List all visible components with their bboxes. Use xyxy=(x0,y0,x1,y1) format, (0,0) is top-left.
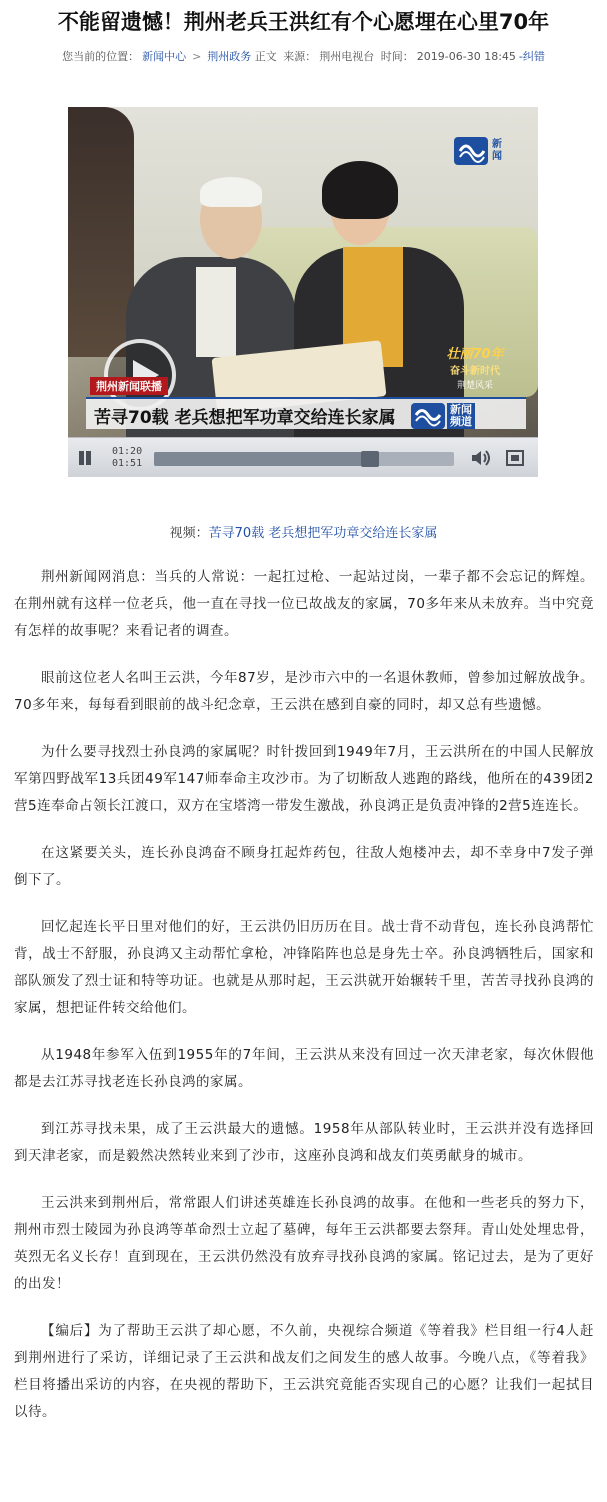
paragraph: 【编后】为了帮助王云洪了却心愿，不久前，央视综合频道《等着我》栏目组一行4人赶到荆州进行了采访，详细记录了王云洪和战友们之间发生的感人故事。今晚八点，《等着我》栏目将播出采访的内容，在央视的帮助下，王云洪究竟能否实现自己的心愿？让我们一起拭目以待。 xyxy=(14,1323,594,1420)
time-display xyxy=(112,446,142,470)
paragraph: 王云洪来到荆州后，常常跟人们讲述英雄连长孙良鸿的故事。在他和一些老兵的努力下，荆州市烈士陵园为孙良鸿等革命烈士立起了墓碑，每年王云洪都要去祭拜。青山处处埋忠骨，英烈无名义长存！直到现在，王云洪仍然没有放弃寻找孙良鸿的家属。铭记过去，是为了更好的出发！ xyxy=(14,1195,594,1292)
news-channel-logo-icon: 新闻频道 xyxy=(411,403,511,429)
breadcrumb-separator: > xyxy=(192,50,202,63)
show-tag: 荆州新闻联播 xyxy=(90,377,168,395)
video-caption-label: 视频： xyxy=(169,526,209,541)
video-player[interactable] xyxy=(68,107,538,477)
paragraph: 为什么要寻找烈士孙良鸿的家属呢？时针拨回到1949年7月，王云洪所在的中国人民解放军第四野战军13兵团49军147师奉命主攻沙市。为了切断敌人逃跑的路线，他所在的439团2营5连奉命占领长江渡口，双方在宝塔湾一带发生激战，孙良鸿正是负责冲锋的2营5连连长。 xyxy=(14,744,594,814)
location-label: 您当前的位置： xyxy=(62,50,140,63)
paragraph: 在这紧要关头，连长孙良鸿奋不顾身扛起炸药包，往敌人炮楼冲去，却不幸身中7发子弹倒下了。 xyxy=(14,845,594,888)
current-time: 01:20 xyxy=(112,446,143,457)
video-frame[interactable] xyxy=(68,107,538,437)
channel-logo-icon: 新闻 xyxy=(454,135,510,169)
page-title: 不能留遗憾！荆州老兵王洪红有个心愿埋在心里70年 xyxy=(57,10,550,34)
volume-icon[interactable] xyxy=(470,449,492,467)
progress-track[interactable] xyxy=(154,452,454,466)
paragraph: 荆州新闻网消息：当兵的人常说：一起扛过枪、一起站过岗，一辈子都不会忘记的辉煌。在荆州就有这样一位老兵，他一直在寻找一位已故战友的家属，70多年来从未放弃。当中究竟有怎样的故事呢？来看记者的调查。 xyxy=(14,569,594,639)
video-caption-text: 苦寻70载 老兵想把军功章交给连长家属 xyxy=(94,408,396,428)
anniversary-badge: 壮丽70年 奋斗新时代 荆楚风采 xyxy=(446,347,504,391)
article-meta xyxy=(0,48,607,64)
source-label: 来源： xyxy=(283,50,317,63)
paragraph: 眼前这位老人名叫王云洪，今年87岁，是沙市六中的一名退休教师，曾参加过解放战争。70多年来，每每看到眼前的战斗纪念章，王云洪在感到自豪的同时，却又总有些遗憾。 xyxy=(14,670,594,713)
paragraph: 从1948年参军入伍到1955年的7年间，王云洪从来没有回过一次天津老家，每次休假他都是去江苏寻找老连长孙良鸿的家属。 xyxy=(14,1047,594,1090)
progress-handle[interactable] xyxy=(361,451,379,467)
video-caption xyxy=(0,522,607,541)
player-controls xyxy=(68,437,538,477)
paragraph: 到江苏寻找未果，成了王云洪最大的遗憾。1958年从部队转业时，王云洪并没有选择回到天津老家，而是毅然决然转业来到了沙市，这座孙良鸿和战友们英勇献身的城市。 xyxy=(14,1121,594,1164)
correction-link[interactable]: -纠错 xyxy=(518,50,545,63)
body-label: 正文 xyxy=(254,50,277,63)
breadcrumb-news-center[interactable]: 新闻中心 xyxy=(142,50,187,63)
fullscreen-icon[interactable] xyxy=(506,450,524,466)
paragraph: 回忆起连长平日里对他们的好，王云洪仍旧历历在目。战士背不动背包，连长孙良鸿帮忙背，战士不舒服，孙良鸿又主动帮忙拿枪，冲锋陷阵也总是身先士卒。孙良鸿牺牲后，国家和部队颁发了烈士证和特等功证。也就是从那时起，王云洪就开始辗转千里，苦苦寻找孙良鸿的家属，想把证件转交给他们。 xyxy=(14,919,594,1016)
progress-fill xyxy=(154,452,370,466)
breadcrumb-politics[interactable]: 荆州政务 xyxy=(207,50,252,63)
time-label: 时间： xyxy=(380,50,414,63)
publish-time: 2019-06-30 18:45 xyxy=(416,50,516,63)
source-value: 荆州电视台 xyxy=(319,50,375,63)
duration: 01:51 xyxy=(112,458,143,469)
pause-icon[interactable] xyxy=(76,449,94,467)
video-link[interactable]: 苦寻70载 老兵想把军功章交给连长家属 xyxy=(208,526,438,541)
article-body xyxy=(14,564,594,1446)
